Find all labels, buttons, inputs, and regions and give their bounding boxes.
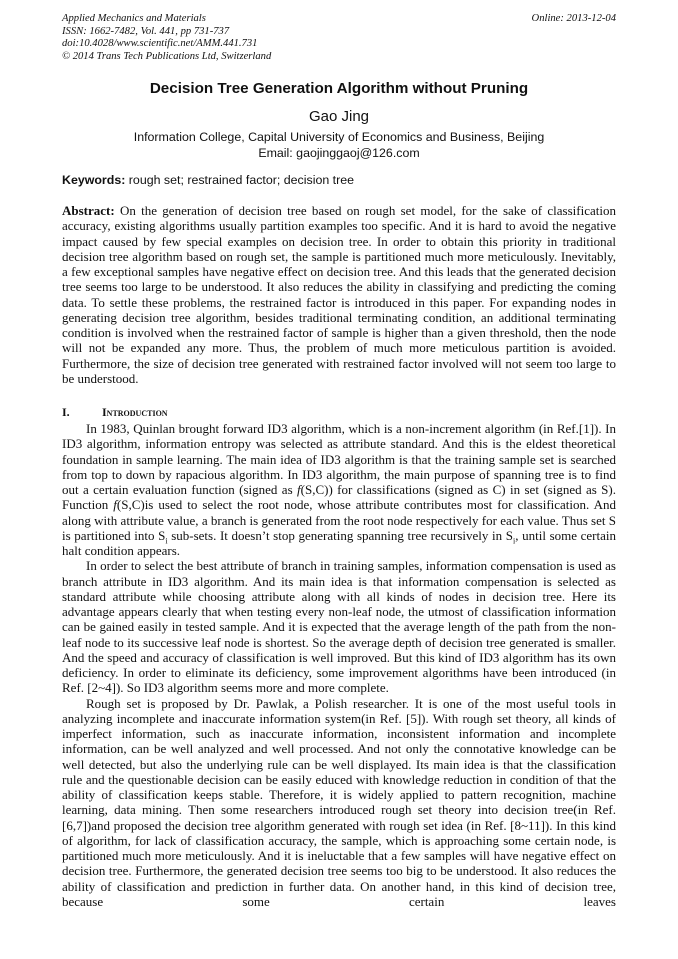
section-number: I.	[62, 405, 70, 419]
journal-header	[62, 13, 616, 63]
copyright: © 2014 Trans Tech Publications Ltd, Switzerland	[62, 50, 272, 62]
section-heading	[62, 405, 168, 420]
text-run: , until some certain halt condition appears.	[62, 527, 617, 558]
keywords-text: rough set; restrained factor; decision tree	[125, 173, 355, 187]
introduction-body	[62, 421, 616, 909]
subscript: i	[165, 536, 168, 546]
author: Gao Jing	[308, 108, 370, 125]
text-run: In 1983, Quinlan brought forward ID3 algorithm, which is a non-increment algorithm (in Ref.[1]). In ID3 algorithm, information entropy was selected as attribute standard. And this is the eldest theoretical foundation in sample learning. The main idea of ID3 algorithm is that the training sample set is searched from top to down by rapacious algorithm. In ID3 algorithm, the main purpose of spanning tree is to find out a certain evaluation function (signed as	[62, 421, 616, 497]
abstract-text: On the generation of decision tree based on rough set model, for the sake of classification accuracy, existing algorithms usually partition examples too specific. And it is hard to avoid the negative impact caused by few special examples on decision tree. In order to obtain this priority in traditional decision tree algorithm based on rough set, the sample is partitioned much more meticulously. Inevitably, a few exceptional samples have negative effect on decision tree. And this leads that the generated decision tree seems too large to be understood. It also reduces the ability in classifying and predicting the coming data. To settle these problems, the restrained factor is introduced in this paper. For expanding nodes in generating decision tree algorithm, besides traditional terminating condition, an additional terminating condition is involved when the restrained factor of sample is higher than a given threshold, then the node will not be expanded any more. Thus, the problem of much more meticulous partition is avoided. Furthermore, the size of decision tree generated with restrained factor involved will not seem too large to be understood.	[62, 203, 616, 386]
paragraph	[62, 421, 616, 558]
text-run: (S,C)is used to select the root node, whose attribute contributes most for classification. And along with attribute value, a branch is generated from the root node respectively for each value. Thus set S is partitioned into S	[62, 497, 616, 543]
journal-name: Applied Mechanics and Materials	[62, 13, 206, 24]
issn: ISSN: 1662-7482, Vol. 441, pp 731-737	[62, 25, 230, 37]
doi: doi:10.4028/www.scientific.net/AMM.441.731	[62, 38, 258, 50]
email: Email: gaojinggaoj@126.com	[258, 145, 420, 160]
abstract-label: Abstract:	[62, 203, 115, 218]
affiliation-block	[0, 130, 678, 161]
section-title: Introduction	[102, 405, 168, 419]
online-date: Online: 2013-12-04	[531, 13, 616, 24]
paper-title: Decision Tree Generation Algorithm without Pruning	[149, 80, 529, 97]
affiliation: Information College, Capital University of Economics and Business, Beijing	[133, 130, 545, 144]
keywords	[62, 173, 354, 187]
subscript: i	[513, 536, 516, 546]
math-f: f	[113, 497, 117, 513]
paragraph: Rough set is proposed by Dr. Pawlak, a Polish researcher. It is one of the most useful tools in analyzing incomplete and inaccurate information system(in Ref. [5]). With rough set theory, all kinds of imperfect information, such as inaccurate information, inconsistent information and incomplete information, can be well analyzed and well processed. And not only the connotative knowledge can be well detected, but also the underlying rule can be well displayed. Its main idea is that the classification rule and the questionable decision can be easily educed with knowledge reduction in condition of that the ability of classification keeps stable. Therefore, it is widely applied to pattern recognition, machine learning, data mining. Then some researchers introduced rough set theory into decision tree(in Ref. [6,7])and proposed the decision tree algorithm generated with rough set idea (in Ref. [8~11]). In this kind of algorithm, for lack of classification accuracy, the sample, which is approaching some certain node, is partitioned much more meticulously. And it is ineluctable that a few samples will have negative effect on decision tree. Furthermore, the generated decision tree seems too big to be understood. It also reduces the ability of classification and prediction in further data. On another hand, in this kind of decision tree, because some certain leaves	[62, 695, 616, 909]
text-run: (S,C)) for classifications (signed as C) in set (signed as S). Function	[62, 482, 616, 513]
keywords-label: Keywords:	[62, 173, 126, 187]
paragraph: In order to select the best attribute of branch in training samples, information compensation is used as branch attribute in ID3 algorithm. And its main idea is that information compensation is selected as standard attribute while choosing attribute along with all kinds of nodes in decision tree. Here its advantage appears clearly that when testing every non-leaf node, the utmost of classification information can be gained easily in tested sample. And it is expected that the average length of the path from the non-leaf node to its successive leaf node is shortest. So the average depth of decision tree generated is smaller. And the speed and accuracy of classification is well improved. But this kind of ID3 algorithm has its own deficiency. In order to eliminate its deficiency, some improvement algorithms have been introduced (in Ref. [2~4]). So ID3 algorithm seems more and more complete.	[62, 558, 616, 696]
abstract	[62, 203, 616, 386]
text-run: sub-sets. It doesn’t stop generating spanning tree recursively in S	[167, 527, 513, 543]
math-f: f	[297, 482, 301, 497]
